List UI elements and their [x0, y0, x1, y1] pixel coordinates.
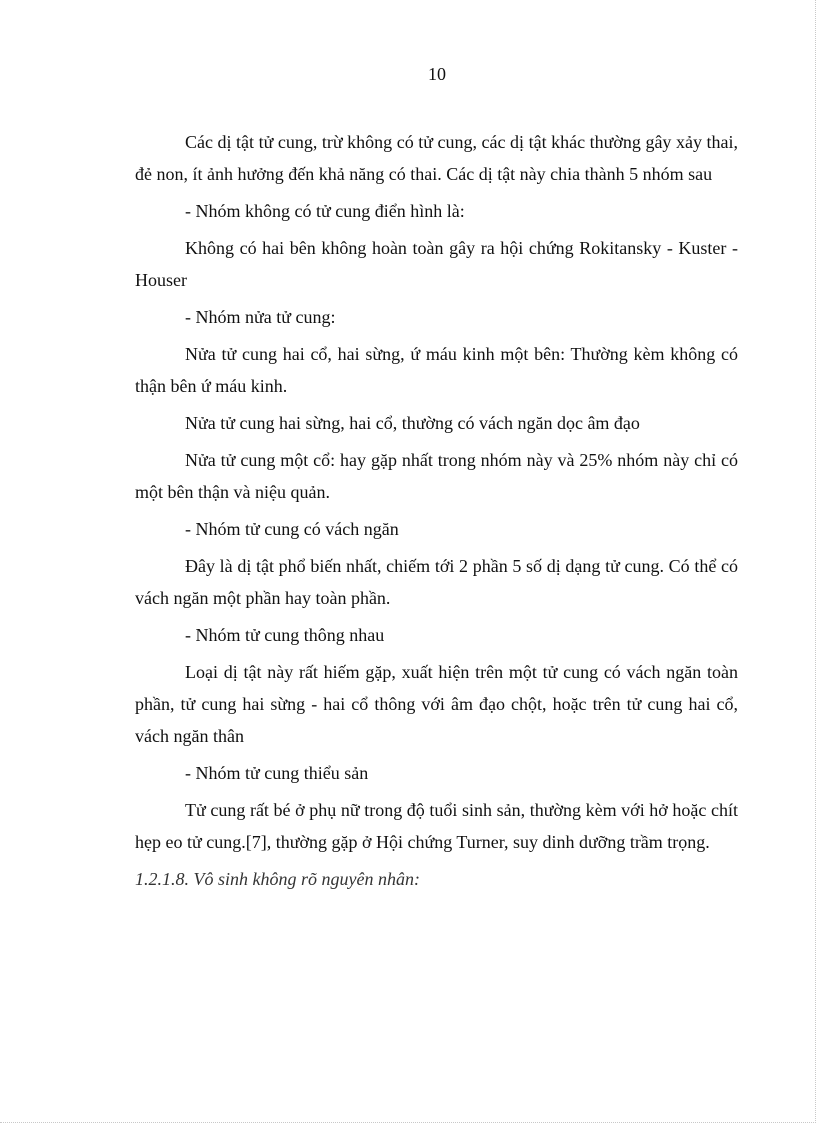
paragraph-communicating: Loại dị tật này rất hiếm gặp, xuất hiện trên một tử cung có vách ngăn toàn phần, tử cung hai sừng - hai cổ thông với âm đạo chột, hoặc trên tử cung hai cổ, vách ngăn thân [135, 662, 738, 746]
page-number: 10 [428, 64, 446, 84]
paragraph-half-uterus-2: Nửa tử cung hai sừng, hai cổ, thường có vách ngăn dọc âm đạo [185, 413, 640, 433]
section-heading: 1.2.1.8. Vô sinh không rõ nguyên nhân: [135, 869, 420, 889]
paragraph-intro: Các dị tật tử cung, trừ không có tử cung, các dị tật khác thường gây xảy thai, đẻ non, ít ảnh hưởng đến khả năng có thai. Các dị tật này chia thành 5 nhóm sau [135, 132, 738, 184]
list-item-hypoplastic-group: - Nhóm tử cung thiểu sản [185, 763, 369, 783]
list-item-no-uterus-group: - Nhóm không có tử cung điển hình là: [185, 201, 465, 221]
paragraph-septate: Đây là dị tật phổ biến nhất, chiếm tới 2 phần 5 số dị dạng tử cung. Có thể có vách ngăn một phần hay toàn phần. [135, 556, 738, 608]
paragraph-hypoplastic: Tử cung rất bé ở phụ nữ trong độ tuổi sinh sản, thường kèm với hở hoặc chít hẹp eo tử cung.[7], thường gặp ở Hội chứng Turner, suy dinh dưỡng trầm trọng. [135, 800, 738, 852]
paragraph-half-uterus-3: Nửa tử cung một cổ: hay gặp nhất trong nhóm này và 25% nhóm này chỉ có một bên thận và niệu quản. [135, 450, 738, 502]
paragraph-half-uterus-1: Nửa tử cung hai cổ, hai sừng, ứ máu kinh một bên: Thường kèm không có thận bên ứ máu kinh. [135, 344, 738, 396]
list-item-septate-group: - Nhóm tử cung có vách ngăn [185, 519, 399, 539]
document-body [135, 126, 738, 900]
list-item-communicating-group: - Nhóm tử cung thông nhau [185, 625, 385, 645]
paragraph-rokitansky: Không có hai bên không hoàn toàn gây ra hội chứng Rokitansky - Kuster -Houser [135, 238, 738, 290]
list-item-half-uterus-group: - Nhóm nửa tử cung: [185, 307, 336, 327]
